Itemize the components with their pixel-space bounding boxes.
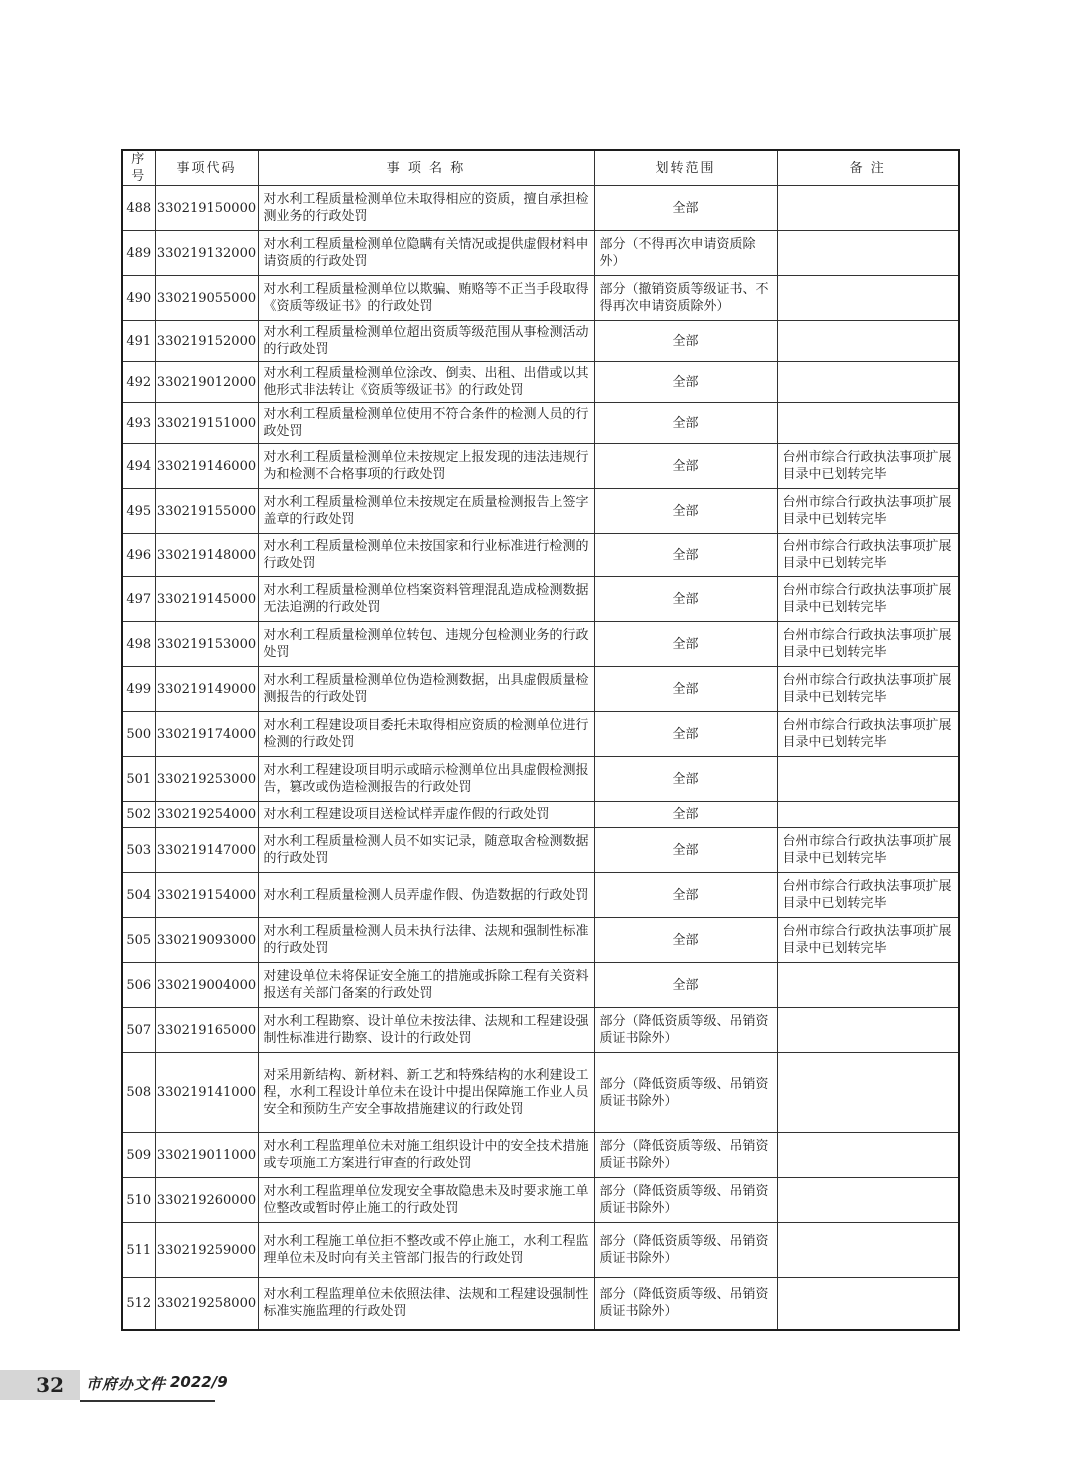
row-remark: 台州市综合行政执法事项扩展目录中已划转完毕	[777, 828, 959, 873]
row-seq: 492	[122, 362, 155, 403]
row-seq: 503	[122, 828, 155, 873]
row-remark	[777, 321, 959, 362]
row-remark: 台州市综合行政执法事项扩展目录中已划转完毕	[777, 489, 959, 534]
row-scope: 全部	[594, 828, 777, 873]
row-seq: 506	[122, 963, 155, 1008]
row-name: 对水利工程质量检测单位使用不符合条件的检测人员的行政处罚	[258, 403, 594, 444]
row-scope: 全部	[594, 534, 777, 577]
table-row	[122, 489, 959, 534]
row-remark	[777, 963, 959, 1008]
row-remark	[777, 186, 959, 231]
row-remark: 台州市综合行政执法事项扩展目录中已划转完毕	[777, 667, 959, 712]
header-seq: 序号	[122, 150, 155, 186]
row-code: 330219154000	[155, 873, 258, 918]
row-code: 330219145000	[155, 577, 258, 622]
row-seq: 488	[122, 186, 155, 231]
row-remark: 台州市综合行政执法事项扩展目录中已划转完毕	[777, 918, 959, 963]
row-scope: 全部	[594, 321, 777, 362]
row-code: 330219148000	[155, 534, 258, 577]
row-code: 330219151000	[155, 403, 258, 444]
row-name: 对水利工程质量检测单位未取得相应的资质，擅自承担检测业务的行政处罚	[258, 186, 594, 231]
row-name: 对水利工程质量检测人员未执行法律、法规和强制性标准的行政处罚	[258, 918, 594, 963]
header-scope: 划转范围	[594, 150, 777, 186]
row-code: 330219141000	[155, 1053, 258, 1133]
row-code: 330219259000	[155, 1223, 258, 1278]
table-row	[122, 963, 959, 1008]
row-name: 对水利工程质量检测单位未按规定上报发现的违法违规行为和检测不合格事项的行政处罚	[258, 444, 594, 489]
row-seq: 511	[122, 1223, 155, 1278]
row-seq: 498	[122, 622, 155, 667]
row-code: 330219093000	[155, 918, 258, 963]
table-row	[122, 873, 959, 918]
row-scope: 部分（撤销资质等级证书、不得再次申请资质除外）	[594, 276, 777, 321]
row-name: 对水利工程监理单位未依照法律、法规和工程建设强制性标准实施监理的行政处罚	[258, 1278, 594, 1330]
row-scope: 全部	[594, 403, 777, 444]
row-remark	[777, 757, 959, 802]
row-name: 对水利工程勘察、设计单位未按法律、法规和工程建设强制性标准进行勘察、设计的行政处罚	[258, 1008, 594, 1053]
row-code: 330219004000	[155, 963, 258, 1008]
table-row	[122, 276, 959, 321]
table-row	[122, 186, 959, 231]
row-name: 对水利工程监理单位发现安全事故隐患未及时要求施工单位整改或暂时停止施工的行政处罚	[258, 1178, 594, 1223]
items-table-container	[121, 149, 958, 1331]
row-name: 对水利工程质量检测人员弄虚作假、伪造数据的行政处罚	[258, 873, 594, 918]
table-row	[122, 1223, 959, 1278]
table-row	[122, 828, 959, 873]
row-name: 对建设单位未将保证安全施工的措施或拆除工程有关资料报送有关部门备案的行政处罚	[258, 963, 594, 1008]
row-code: 330219149000	[155, 667, 258, 712]
row-remark	[777, 362, 959, 403]
row-code: 330219260000	[155, 1178, 258, 1223]
table-row	[122, 802, 959, 828]
page-footer	[0, 1370, 228, 1402]
row-seq: 512	[122, 1278, 155, 1330]
row-name: 对水利工程建设项目送检试样弄虚作假的行政处罚	[258, 802, 594, 828]
row-seq: 489	[122, 231, 155, 276]
row-name: 对水利工程质量检测单位档案资料管理混乱造成检测数据无法追溯的行政处罚	[258, 577, 594, 622]
row-remark	[777, 403, 959, 444]
row-code: 330219155000	[155, 489, 258, 534]
publication-title: 市府办文件	[86, 1375, 167, 1393]
row-name: 对采用新结构、新材料、新工艺和特殊结构的水利建设工程，水利工程设计单位未在设计中提出保障施工作业人员安全和预防生产安全事故措施建议的行政处罚	[258, 1053, 594, 1133]
row-seq: 491	[122, 321, 155, 362]
table-row	[122, 1008, 959, 1053]
row-remark	[777, 802, 959, 828]
row-scope: 部分（降低资质等级、吊销资质证书除外）	[594, 1178, 777, 1223]
table-row	[122, 1178, 959, 1223]
row-scope: 全部	[594, 963, 777, 1008]
row-remark: 台州市综合行政执法事项扩展目录中已划转完毕	[777, 712, 959, 757]
items-table	[121, 149, 960, 1331]
row-seq: 504	[122, 873, 155, 918]
row-remark	[777, 1008, 959, 1053]
row-remark	[777, 231, 959, 276]
row-name: 对水利工程质量检测人员不如实记录，随意取舍检测数据的行政处罚	[258, 828, 594, 873]
table-row	[122, 403, 959, 444]
row-name: 对水利工程质量检测单位涂改、倒卖、出租、出借或以其他形式非法转让《资质等级证书》的行政处罚	[258, 362, 594, 403]
row-seq: 490	[122, 276, 155, 321]
row-remark	[777, 1178, 959, 1223]
row-code: 330219147000	[155, 828, 258, 873]
row-scope: 部分（降低资质等级、吊销资质证书除外）	[594, 1278, 777, 1330]
row-seq: 502	[122, 802, 155, 828]
row-name: 对水利工程质量检测单位转包、违规分包检测业务的行政处罚	[258, 622, 594, 667]
table-body	[122, 186, 959, 1330]
row-scope: 全部	[594, 622, 777, 667]
row-code: 330219165000	[155, 1008, 258, 1053]
table-row	[122, 577, 959, 622]
row-seq: 496	[122, 534, 155, 577]
row-remark	[777, 276, 959, 321]
row-seq: 499	[122, 667, 155, 712]
row-seq: 497	[122, 577, 155, 622]
row-code: 330219253000	[155, 757, 258, 802]
row-seq: 505	[122, 918, 155, 963]
row-name: 对水利工程建设项目委托未取得相应资质的检测单位进行检测的行政处罚	[258, 712, 594, 757]
header-code: 事项代码	[155, 150, 258, 186]
row-remark: 台州市综合行政执法事项扩展目录中已划转完毕	[777, 444, 959, 489]
row-remark: 台州市综合行政执法事项扩展目录中已划转完毕	[777, 534, 959, 577]
row-remark: 台州市综合行政执法事项扩展目录中已划转完毕	[777, 873, 959, 918]
row-name: 对水利工程质量检测单位未按国家和行业标准进行检测的行政处罚	[258, 534, 594, 577]
row-code: 330219150000	[155, 186, 258, 231]
row-name: 对水利工程质量检测单位超出资质等级范围从事检测活动的行政处罚	[258, 321, 594, 362]
row-name: 对水利工程建设项目明示或暗示检测单位出具虚假检测报告，篡改或伪造检测报告的行政处罚	[258, 757, 594, 802]
row-remark	[777, 1053, 959, 1133]
row-code: 330219254000	[155, 802, 258, 828]
table-row	[122, 1133, 959, 1178]
row-seq: 493	[122, 403, 155, 444]
header-remark: 备 注	[777, 150, 959, 186]
row-code: 330219153000	[155, 622, 258, 667]
table-row	[122, 622, 959, 667]
row-scope: 全部	[594, 873, 777, 918]
row-name: 对水利工程监理单位未对施工组织设计中的安全技术措施或专项施工方案进行审查的行政处罚	[258, 1133, 594, 1178]
row-code: 330219146000	[155, 444, 258, 489]
row-code: 330219011000	[155, 1133, 258, 1178]
row-scope: 全部	[594, 757, 777, 802]
table-row	[122, 362, 959, 403]
row-scope: 全部	[594, 444, 777, 489]
row-seq: 509	[122, 1133, 155, 1178]
row-seq: 501	[122, 757, 155, 802]
table-row	[122, 231, 959, 276]
row-scope: 全部	[594, 489, 777, 534]
row-code: 330219152000	[155, 321, 258, 362]
header-name: 事 项 名 称	[258, 150, 594, 186]
row-scope: 部分（降低资质等级、吊销资质证书除外）	[594, 1133, 777, 1178]
row-scope: 部分（不得再次申请资质除外）	[594, 231, 777, 276]
row-remark: 台州市综合行政执法事项扩展目录中已划转完毕	[777, 577, 959, 622]
table-row	[122, 918, 959, 963]
footer-divider	[80, 1400, 215, 1402]
row-remark: 台州市综合行政执法事项扩展目录中已划转完毕	[777, 622, 959, 667]
row-name: 对水利工程质量检测单位未按规定在质量检测报告上签字盖章的行政处罚	[258, 489, 594, 534]
row-remark	[777, 1278, 959, 1330]
row-remark	[777, 1223, 959, 1278]
row-scope: 全部	[594, 577, 777, 622]
row-code: 330219258000	[155, 1278, 258, 1330]
row-code: 330219174000	[155, 712, 258, 757]
row-seq: 494	[122, 444, 155, 489]
row-name: 对水利工程质量检测单位以欺骗、贿赂等不正当手段取得《资质等级证书》的行政处罚	[258, 276, 594, 321]
table-row	[122, 444, 959, 489]
row-scope: 全部	[594, 362, 777, 403]
row-name: 对水利工程质量检测单位隐瞒有关情况或提供虚假材料申请资质的行政处罚	[258, 231, 594, 276]
row-scope: 全部	[594, 712, 777, 757]
row-scope: 全部	[594, 918, 777, 963]
row-name: 对水利工程施工单位拒不整改或不停止施工，水利工程监理单位未及时向有关主管部门报告的行政处罚	[258, 1223, 594, 1278]
row-seq: 495	[122, 489, 155, 534]
table-row	[122, 712, 959, 757]
publication-issue: 2022/9	[170, 1373, 228, 1391]
row-code: 330219055000	[155, 276, 258, 321]
row-seq: 508	[122, 1053, 155, 1133]
table-header-row	[122, 150, 959, 186]
row-scope: 全部	[594, 667, 777, 712]
row-scope: 部分（降低资质等级、吊销资质证书除外）	[594, 1053, 777, 1133]
table-row	[122, 1053, 959, 1133]
row-seq: 507	[122, 1008, 155, 1053]
row-code: 330219012000	[155, 362, 258, 403]
row-name: 对水利工程质量检测单位伪造检测数据，出具虚假质量检测报告的行政处罚	[258, 667, 594, 712]
table-row	[122, 667, 959, 712]
row-scope: 全部	[594, 186, 777, 231]
row-seq: 500	[122, 712, 155, 757]
table-row	[122, 321, 959, 362]
row-code: 330219132000	[155, 231, 258, 276]
row-seq: 510	[122, 1178, 155, 1223]
table-row	[122, 757, 959, 802]
row-scope: 全部	[594, 802, 777, 828]
row-scope: 部分（降低资质等级、吊销资质证书除外）	[594, 1223, 777, 1278]
row-remark	[777, 1133, 959, 1178]
table-row	[122, 1278, 959, 1330]
row-scope: 部分（降低资质等级、吊销资质证书除外）	[594, 1008, 777, 1053]
page-number: 32	[0, 1370, 80, 1400]
table-row	[122, 534, 959, 577]
